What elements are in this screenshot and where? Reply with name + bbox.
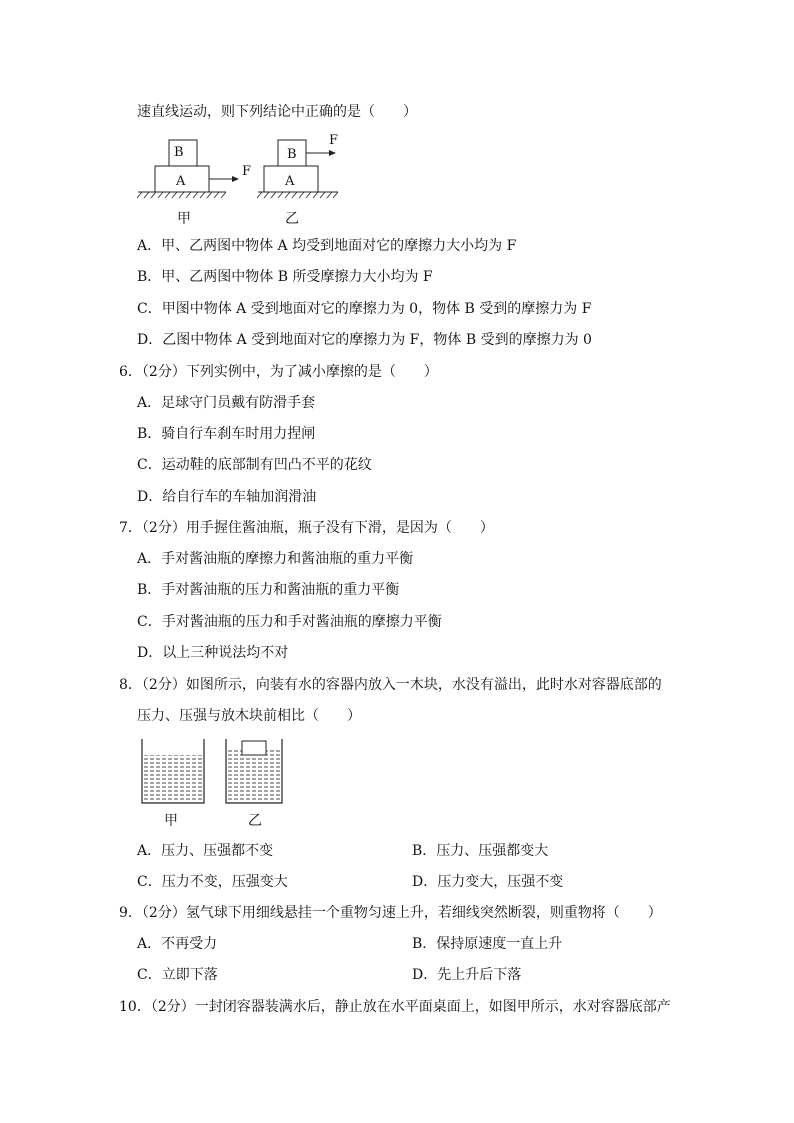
q8-stem-line1: 8．（2分）如图所示，向装有水的容器内放入一木块，水没有溢出，此时水对容器底部的 bbox=[119, 677, 662, 693]
q9-stem: 9．（2分）氢气球下用细线悬挂一个重物匀速上升，若细线突然断裂，则重物将（ ） bbox=[119, 905, 662, 921]
q9-option-a: A．不再受力 bbox=[137, 936, 218, 952]
q10-stem-line1: 10．（2分）一封闭容器装满水后，静止放在水平面桌面上，如图甲所示，水对容器底部产 bbox=[119, 999, 671, 1015]
q7-option-b: B．手对酱油瓶的压力和酱油瓶的重力平衡 bbox=[137, 582, 400, 598]
q9-option-b: B．保持原速度一直上升 bbox=[412, 936, 563, 952]
q8-containers-figure bbox=[138, 737, 288, 807]
ground-hatch-right bbox=[257, 192, 338, 198]
q6-option-c: C．运动鞋的底部制有凹凸不平的花纹 bbox=[137, 457, 372, 473]
q5-figure-right bbox=[257, 140, 338, 198]
container-right bbox=[226, 739, 282, 803]
q7-stem: 7．（2分）用手握住酱油瓶，瓶子没有下滑，是因为（ ） bbox=[119, 520, 494, 536]
q9-option-c: C．立即下落 bbox=[137, 967, 218, 983]
q5-label-a-left: A bbox=[176, 174, 186, 189]
container-left bbox=[142, 739, 204, 803]
q8-option-b: B．压力、压强都变大 bbox=[412, 843, 549, 859]
q7-option-d: D．以上三种说法均不对 bbox=[137, 645, 289, 661]
ground-hatch-left bbox=[137, 192, 226, 198]
wood-block bbox=[242, 741, 266, 755]
q5-label-f-right: F bbox=[329, 133, 339, 148]
q5-figure-left bbox=[137, 140, 239, 198]
q6-option-d: D．给自行车的车轴加润滑油 bbox=[137, 489, 317, 505]
q9-option-d: D．先上升后下落 bbox=[412, 967, 522, 983]
q5-caption-left: 甲 bbox=[177, 211, 191, 227]
q5-label-b-right: B bbox=[287, 147, 297, 162]
q8-caption-left: 甲 bbox=[164, 813, 178, 829]
q8-caption-right: 乙 bbox=[248, 813, 262, 829]
q5-label-b-left: B bbox=[174, 145, 184, 160]
q8-option-a: A．压力、压强都不变 bbox=[137, 843, 274, 859]
q6-option-a: A．足球守门员戴有防滑手套 bbox=[137, 395, 316, 411]
q5-option-d: D．乙图中物体 A 受到地面对它的摩擦力为 F，物体 B 受到的摩擦力为 0 bbox=[137, 332, 592, 348]
q7-option-a: A．手对酱油瓶的摩擦力和酱油瓶的重力平衡 bbox=[137, 551, 414, 567]
q7-option-c: C．手对酱油瓶的压力和手对酱油瓶的摩擦力平衡 bbox=[137, 614, 442, 630]
q5-label-f-left: F bbox=[242, 164, 252, 179]
q5-label-a-right: A bbox=[285, 174, 295, 189]
q6-option-b: B．骑自行车刹车时用力捏闸 bbox=[137, 426, 316, 442]
q5-stem-tail: 速直线运动，则下列结论中正确的是（ ） bbox=[137, 104, 417, 120]
q5-option-a: A．甲、乙两图中物体 A 均受到地面对它的摩擦力大小均为 F bbox=[137, 238, 517, 254]
q8-option-d: D．压力变大，压强不变 bbox=[412, 874, 564, 890]
q5-option-c: C．甲图中物体 A 受到地面对它的摩擦力为 0，物体 B 受到的摩擦力为 F bbox=[137, 301, 592, 317]
q6-stem: 6．（2分）下列实例中，为了减小摩擦的是（ ） bbox=[119, 364, 438, 380]
q8-stem-line2: 压力、压强与放木块前相比（ ） bbox=[137, 708, 361, 724]
q8-option-c: C．压力不变，压强变大 bbox=[137, 874, 288, 890]
q5-caption-right: 乙 bbox=[285, 211, 299, 227]
q5-option-b: B．甲、乙两图中物体 B 所受摩擦力大小均为 F bbox=[137, 269, 433, 285]
